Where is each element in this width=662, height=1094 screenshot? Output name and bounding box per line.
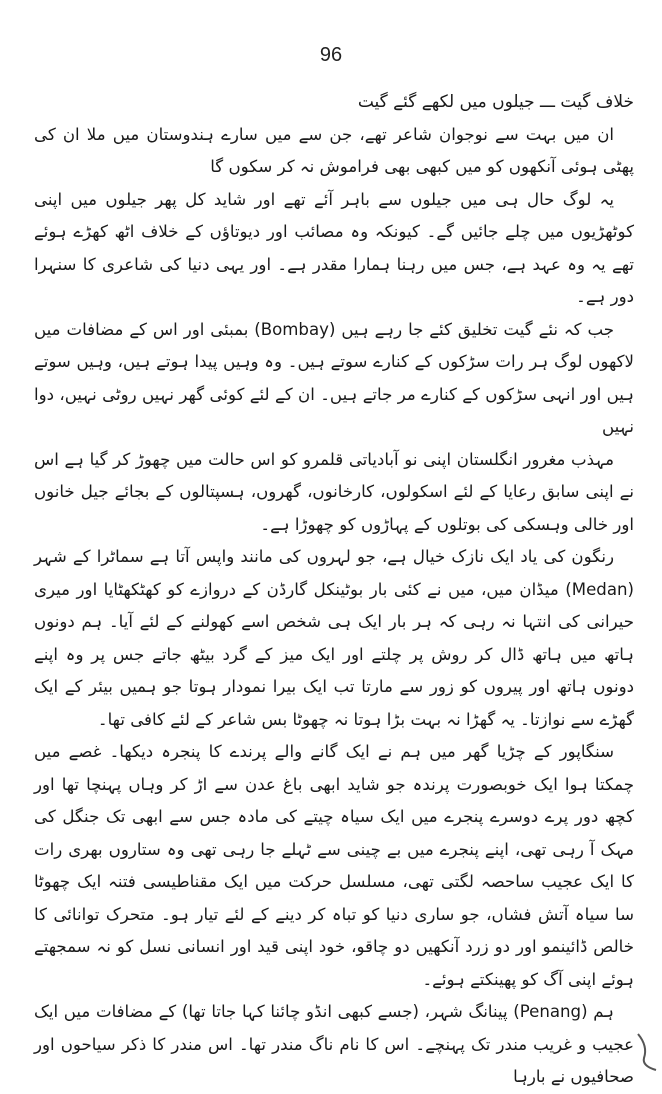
paragraph: جب کہ نئے گیت تخلیق کئے جا رہے ہیں (Bombay) بمبئی اور اس کے مضافات میں لاکھوں لوگ ہر رات سڑکوں کے کنارے سوتے ہیں۔ وہ وہیں پیدا ہوتے ہیں، وہیں سوتے ہیں اور انہی سڑکوں کے کنارے مر جاتے ہیں۔ ان کے لئے کوئی گھر نہیں روٹی نہیں، دوا نہیں [34,319,634,436]
paragraph: رنگون کی یاد ایک نازک خیال ہے، جو لہروں کی مانند واپس آتا ہے سماٹرا کے شہر (Medan) میڈان میں، میں نے کئی بار بوٹینکل گارڈن کے دروازے کو کھٹکھٹایا اور میری حیرانی کی انتہا نہ رہی کہ ہر بار ایک ہی شخص اسے کھولنے کے لئے آیا۔ ہم دونوں ہاتھ میں ہاتھ ڈال کر روش پر چلتے اور ایک میز کے گرد بیٹھ جاتے جس پر وہ اپنے دونوں ہاتھ اور پیروں کو زور سے مارتا تب ایک بیرا نمودار ہوتا جو ہمیں بیئر کے ایک گھڑے سے نوازتا۔ یہ گھڑا نہ بہت بڑا ہوتا نہ چھوٹا بس شاعر کے لئے کافی تھا۔ [34,547,634,729]
page-corner-mark [634,1032,660,1072]
paragraph: مہذب مغرور انگلستان اپنی نو آبادیاتی قلمرو کو اس حالت میں چھوڑ کر گیا ہے اس نے اپنی سابق رعایا کے لئے اسکولوں، کارخانوں، گھروں، ہسپتالوں کے بجائے جیل خانوں اور خالی وہسکی کی بوتلوں کے پہاڑوں کو چھوڑا ہے۔ [34,449,634,534]
page-body [34,86,634,1094]
paragraph: ان میں بہت سے نوجوان شاعر تھے، جن سے میں سارے ہندوستان میں ملا ان کی پھٹی ہوئی آنکھوں کو میں کبھی بھی فراموش نہ کر سکوں گا [34,124,634,176]
paragraph: یہ لوگ حال ہی میں جیلوں سے باہر آئے تھے اور شاید کل پھر جیلوں میں اپنی کوٹھڑیوں میں چلے جائیں گے۔ کیونکہ وہ مصائب اور دیوتاؤں کے خلاف اٹھ کھڑے ہوئے تھے یہ وہ عہد ہے، جس میں رہنا ہمارا مقدر ہے۔ اور یہی دنیا کی شاعری کا سنہرا دور ہے۔ [34,189,634,306]
paragraph: سنگاپور کے چڑیا گھر میں ہم نے ایک گانے والے پرندے کا پنجرہ دیکھا۔ غصے میں چمکتا ہوا ایک خوبصورت پرندہ جو شاید ابھی باغ عدن سے اڑ کر وہاں پہنچا تھا اور کچھ دور پرے دوسرے پنجرے میں ایک سیاہ چیتے کی مادہ جس سے ابھی تک جنگل کی مہک آ رہی تھی، اپنے پنجرے میں بے چینی سے ٹہلے جا رہی تھی وہ ستاروں بھری رات کا ایک عجیب ساحصہ لگتی تھی، مسلسل حرکت میں ایک مقناطیسی فتنہ ایک چھوٹا سا سیاہ آتش فشاں، جو ساری دنیا کو تباہ کر دینے کے لئے تیار ہو۔ متحرک توانائی کا خالص ڈائینمو اور دو زرد آنکھیں دو چاقو، خود اپنی قید اور انسانی نسل کو نہ سمجھتے ہوئے اپنی آگ کو پھینکتے ہوئے۔ [34,742,634,989]
section-heading: خلاف گیت ـــ جیلوں میں لکھے گئے گیت [357,92,634,112]
paragraph: ہم (Penang) پینانگ شہر، (جسے کبھی انڈو چائنا کہا جاتا تھا) کے مضافات میں ایک عجیب و غریب مندر تک پہنچے۔ اس کا نام ناگ مندر تھا۔ اس مندر کا ذکر سیاحوں اور صحافیوں نے بارہا [34,1002,634,1086]
page-number: 96 [319,44,343,66]
